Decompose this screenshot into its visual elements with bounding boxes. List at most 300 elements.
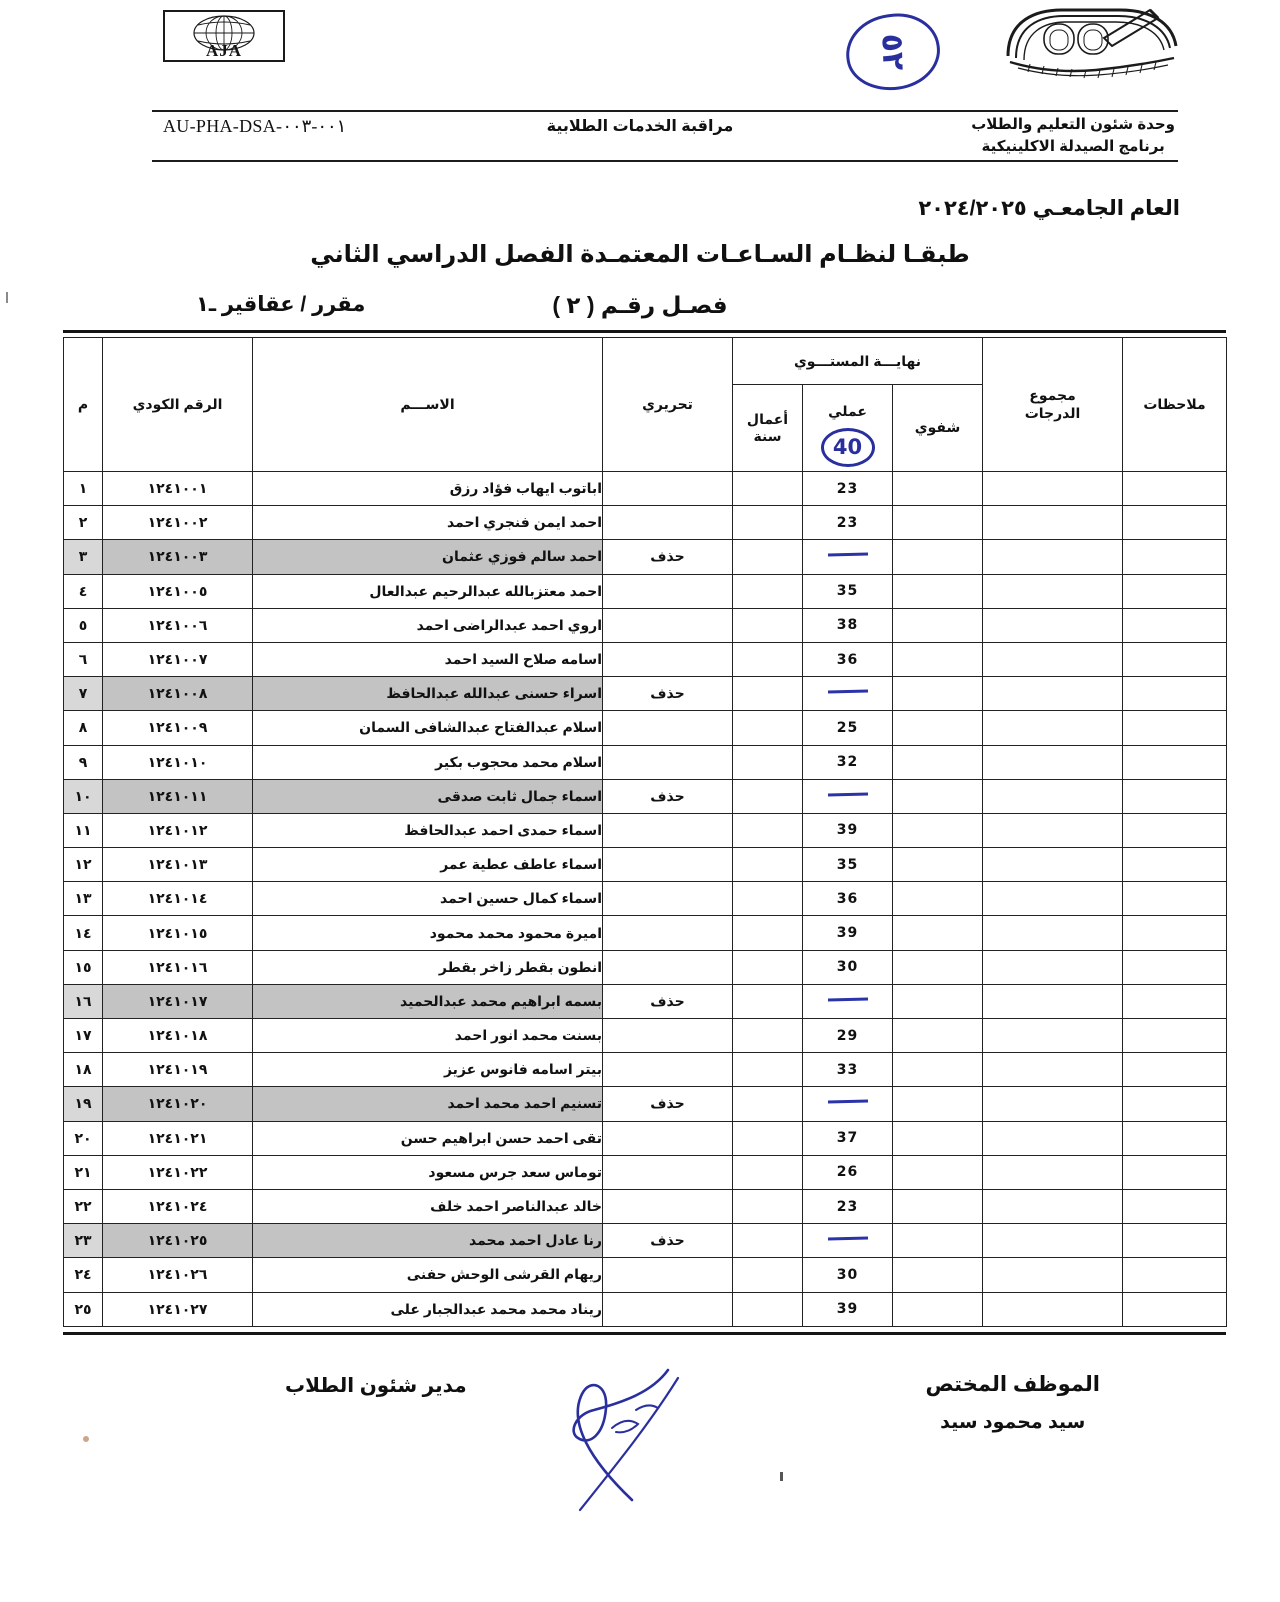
cell-notes[interactable] bbox=[1123, 984, 1227, 1018]
cell-practical[interactable]: 29 bbox=[803, 1019, 893, 1053]
cell-year-work[interactable] bbox=[733, 574, 803, 608]
cell-notes[interactable] bbox=[1123, 1224, 1227, 1258]
table-row bbox=[64, 506, 1227, 540]
table-row bbox=[64, 608, 1227, 642]
class-line bbox=[0, 292, 1280, 326]
cell-serial: ٢١ bbox=[64, 1155, 103, 1189]
cell-year-work[interactable] bbox=[733, 882, 803, 916]
aja-logo bbox=[163, 10, 285, 62]
cell-year-work[interactable] bbox=[733, 813, 803, 847]
cell-name: اسامه صلاح السيد احمد bbox=[253, 642, 603, 676]
cell-notes[interactable] bbox=[1123, 848, 1227, 882]
cell-serial: ٧ bbox=[64, 677, 103, 711]
cell-notes[interactable] bbox=[1123, 779, 1227, 813]
cell-year-work[interactable] bbox=[733, 1121, 803, 1155]
cell-name: ريهام القرشى الوحش حفنى bbox=[253, 1258, 603, 1292]
cell-name: اميرة محمود محمد محمود bbox=[253, 916, 603, 950]
cell-oral[interactable] bbox=[893, 608, 983, 642]
cell-serial: ٢٣ bbox=[64, 1224, 103, 1258]
grades-table bbox=[63, 337, 1227, 1327]
th-level-end-group: نهايـــة المستـــوي bbox=[733, 338, 983, 385]
unit-block bbox=[971, 114, 1175, 158]
officer-name: سيد محمود سيد bbox=[940, 1411, 1086, 1433]
cell-oral[interactable] bbox=[893, 1189, 983, 1223]
cell-practical[interactable]: 26 bbox=[803, 1155, 893, 1189]
cell-name: ريناد محمد محمد عبدالجبار على bbox=[253, 1292, 603, 1326]
cell-written[interactable] bbox=[603, 1121, 733, 1155]
cell-total[interactable] bbox=[983, 642, 1123, 676]
academic-year: العام الجامعـي ٢٠٢٤/٢٠٢٥ bbox=[918, 197, 1180, 220]
footer bbox=[0, 1355, 1280, 1495]
cell-serial: ٢ bbox=[64, 506, 103, 540]
cell-oral[interactable] bbox=[893, 506, 983, 540]
cell-name: توماس سعد جرس مسعود bbox=[253, 1155, 603, 1189]
cell-notes[interactable] bbox=[1123, 1087, 1227, 1121]
cell-notes[interactable] bbox=[1123, 711, 1227, 745]
cell-notes[interactable] bbox=[1123, 608, 1227, 642]
cell-practical[interactable]: 23 bbox=[803, 472, 893, 506]
cell-year-work[interactable] bbox=[733, 984, 803, 1018]
cell-code: ١٢٤١٠١٨ bbox=[103, 1019, 253, 1053]
cell-name: انطون بقطر زاخر بقطر bbox=[253, 950, 603, 984]
table-head bbox=[64, 338, 1227, 472]
cell-notes[interactable] bbox=[1123, 677, 1227, 711]
cell-written[interactable] bbox=[603, 506, 733, 540]
table-row bbox=[64, 1292, 1227, 1326]
cell-written[interactable] bbox=[603, 1292, 733, 1326]
cell-written[interactable] bbox=[603, 882, 733, 916]
cell-notes[interactable] bbox=[1123, 813, 1227, 847]
table-row bbox=[64, 950, 1227, 984]
cell-serial: ٢٢ bbox=[64, 1189, 103, 1223]
cell-serial: ١ bbox=[64, 472, 103, 506]
cell-written[interactable] bbox=[603, 916, 733, 950]
cell-year-work[interactable] bbox=[733, 472, 803, 506]
cell-name: تقى احمد حسن ابراهيم حسن bbox=[253, 1121, 603, 1155]
cell-code: ١٢٤١٠٢٢ bbox=[103, 1155, 253, 1189]
cell-code: ١٢٤١٠٠٥ bbox=[103, 574, 253, 608]
cell-total[interactable] bbox=[983, 608, 1123, 642]
cell-total[interactable] bbox=[983, 1087, 1123, 1121]
cell-total[interactable] bbox=[983, 745, 1123, 779]
cell-practical[interactable] bbox=[803, 677, 893, 711]
page-title: طبقـا لنظـام السـاعـات المعتمـدة الفصل الدراسي الثاني bbox=[310, 241, 970, 268]
cell-name: اروي احمد عبدالراضى احمد bbox=[253, 608, 603, 642]
cell-total[interactable] bbox=[983, 711, 1123, 745]
cell-total[interactable] bbox=[983, 916, 1123, 950]
cell-notes[interactable] bbox=[1123, 540, 1227, 574]
unit-line-2: برنامج الصيدلة الاكلينيكية bbox=[981, 137, 1165, 155]
cell-notes[interactable] bbox=[1123, 916, 1227, 950]
table-row bbox=[64, 984, 1227, 1018]
aja-logo-text: AJA bbox=[205, 41, 243, 60]
cell-code: ١٢٤١٠٢١ bbox=[103, 1121, 253, 1155]
cell-practical[interactable]: 30 bbox=[803, 950, 893, 984]
th-year-work bbox=[733, 385, 803, 472]
cell-serial: ٢٤ bbox=[64, 1258, 103, 1292]
cell-notes[interactable] bbox=[1123, 745, 1227, 779]
th-written: تحريري bbox=[603, 338, 733, 472]
cell-year-work[interactable] bbox=[733, 848, 803, 882]
cell-code: ١٢٤١٠١٥ bbox=[103, 916, 253, 950]
th-name: الاســـم bbox=[253, 338, 603, 472]
th-year-work-l2: سنة bbox=[753, 428, 782, 444]
cell-name: اسماء جمال ثابت صدقى bbox=[253, 779, 603, 813]
cell-serial: ١٨ bbox=[64, 1053, 103, 1087]
cell-code: ١٢٤١٠٢٠ bbox=[103, 1087, 253, 1121]
cell-practical[interactable]: 39 bbox=[803, 916, 893, 950]
table-row bbox=[64, 642, 1227, 676]
cell-written[interactable]: حذف bbox=[603, 1224, 733, 1258]
cell-written[interactable] bbox=[603, 711, 733, 745]
cell-name: احمد ايمن فنجري احمد bbox=[253, 506, 603, 540]
cell-total[interactable] bbox=[983, 813, 1123, 847]
th-serial: م bbox=[64, 338, 103, 472]
cell-notes[interactable] bbox=[1123, 642, 1227, 676]
cell-serial: ١٥ bbox=[64, 950, 103, 984]
table-row bbox=[64, 1224, 1227, 1258]
page-number-circle bbox=[841, 8, 945, 96]
cell-name: اسلام محمد محجوب بكير bbox=[253, 745, 603, 779]
cell-written[interactable] bbox=[603, 574, 733, 608]
cell-oral[interactable] bbox=[893, 813, 983, 847]
cell-serial: ٤ bbox=[64, 574, 103, 608]
cell-code: ١٢٤١٠١٤ bbox=[103, 882, 253, 916]
scan-artifact-tick bbox=[780, 1472, 783, 1481]
cell-total[interactable] bbox=[983, 1019, 1123, 1053]
th-oral: شفوي bbox=[893, 385, 983, 472]
cell-written[interactable] bbox=[603, 608, 733, 642]
cell-oral[interactable] bbox=[893, 1053, 983, 1087]
cell-year-work[interactable] bbox=[733, 711, 803, 745]
cell-code: ١٢٤١٠١٧ bbox=[103, 984, 253, 1018]
cell-total[interactable] bbox=[983, 1224, 1123, 1258]
header-rule-bottom bbox=[152, 160, 1178, 162]
cell-serial: ١٤ bbox=[64, 916, 103, 950]
cell-name: اسماء حمدى احمد عبدالحافظ bbox=[253, 813, 603, 847]
th-practical-label: عملي bbox=[828, 403, 867, 420]
cell-oral[interactable] bbox=[893, 916, 983, 950]
cell-serial: ٦ bbox=[64, 642, 103, 676]
cell-name: احمد معتزبالله عبدالرحيم عبدالعال bbox=[253, 574, 603, 608]
th-total bbox=[983, 338, 1123, 472]
cell-year-work[interactable] bbox=[733, 1258, 803, 1292]
cell-practical[interactable]: 36 bbox=[803, 642, 893, 676]
cell-notes[interactable] bbox=[1123, 1189, 1227, 1223]
cell-notes[interactable] bbox=[1123, 1292, 1227, 1326]
cell-serial: ٢٠ bbox=[64, 1121, 103, 1155]
cell-code: ١٢٤١٠٠١ bbox=[103, 472, 253, 506]
cell-practical[interactable]: 35 bbox=[803, 574, 893, 608]
cell-total[interactable] bbox=[983, 1292, 1123, 1326]
cell-oral[interactable] bbox=[893, 540, 983, 574]
cell-total[interactable] bbox=[983, 1155, 1123, 1189]
cell-practical[interactable] bbox=[803, 779, 893, 813]
cell-written[interactable]: حذف bbox=[603, 1087, 733, 1121]
cell-written[interactable] bbox=[603, 1019, 733, 1053]
cell-written[interactable] bbox=[603, 950, 733, 984]
seal-icon bbox=[1000, 6, 1180, 80]
cell-year-work[interactable] bbox=[733, 1224, 803, 1258]
handwritten-signature bbox=[520, 1350, 740, 1520]
cell-year-work[interactable] bbox=[733, 642, 803, 676]
cell-total[interactable] bbox=[983, 882, 1123, 916]
dash-mark bbox=[827, 553, 867, 557]
table-row bbox=[64, 711, 1227, 745]
cell-total[interactable] bbox=[983, 1189, 1123, 1223]
cell-written[interactable] bbox=[603, 848, 733, 882]
dash-mark bbox=[827, 1237, 867, 1241]
cell-code: ١٢٤١٠٠٣ bbox=[103, 540, 253, 574]
cell-practical[interactable]: 35 bbox=[803, 848, 893, 882]
table-row bbox=[64, 540, 1227, 574]
cell-code: ١٢٤١٠١٢ bbox=[103, 813, 253, 847]
cell-practical[interactable]: 37 bbox=[803, 1121, 893, 1155]
cell-total[interactable] bbox=[983, 984, 1123, 1018]
cell-written[interactable]: حذف bbox=[603, 779, 733, 813]
cell-code: ١٢٤١٠١٣ bbox=[103, 848, 253, 882]
cell-name: رنا عادل احمد محمد bbox=[253, 1224, 603, 1258]
cell-name: اسلام عبدالفتاح عبدالشافى السمان bbox=[253, 711, 603, 745]
cell-written[interactable]: حذف bbox=[603, 540, 733, 574]
cell-total[interactable] bbox=[983, 779, 1123, 813]
cell-practical[interactable]: 39 bbox=[803, 813, 893, 847]
cell-oral[interactable] bbox=[893, 642, 983, 676]
practical-max-circle: 40 bbox=[821, 428, 875, 467]
cell-oral[interactable] bbox=[893, 882, 983, 916]
cell-total[interactable] bbox=[983, 540, 1123, 574]
cell-total[interactable] bbox=[983, 1121, 1123, 1155]
cell-code: ١٢٤١٠٢٧ bbox=[103, 1292, 253, 1326]
cell-oral[interactable] bbox=[893, 677, 983, 711]
cell-serial: ١٩ bbox=[64, 1087, 103, 1121]
cell-year-work[interactable] bbox=[733, 1189, 803, 1223]
table-row bbox=[64, 745, 1227, 779]
table-row bbox=[64, 916, 1227, 950]
cell-written[interactable] bbox=[603, 642, 733, 676]
cell-year-work[interactable] bbox=[733, 916, 803, 950]
table-row bbox=[64, 1258, 1227, 1292]
cell-written[interactable]: حذف bbox=[603, 984, 733, 1018]
cell-year-work[interactable] bbox=[733, 677, 803, 711]
cell-written[interactable] bbox=[603, 813, 733, 847]
cell-practical[interactable]: 23 bbox=[803, 506, 893, 540]
cell-written[interactable] bbox=[603, 1053, 733, 1087]
cell-notes[interactable] bbox=[1123, 882, 1227, 916]
dash-mark bbox=[827, 690, 867, 694]
cell-notes[interactable] bbox=[1123, 1258, 1227, 1292]
cell-serial: ٥ bbox=[64, 608, 103, 642]
th-total-l2: الدرجات bbox=[1024, 404, 1081, 421]
cell-total[interactable] bbox=[983, 677, 1123, 711]
university-seal bbox=[1000, 6, 1180, 80]
cell-practical[interactable]: 38 bbox=[803, 608, 893, 642]
cell-notes[interactable] bbox=[1123, 506, 1227, 540]
cell-year-work[interactable] bbox=[733, 506, 803, 540]
cell-serial: ١٦ bbox=[64, 984, 103, 1018]
cell-serial: ٨ bbox=[64, 711, 103, 745]
cell-year-work[interactable] bbox=[733, 779, 803, 813]
officer-title: الموظف المختص bbox=[925, 1373, 1100, 1396]
cell-oral[interactable] bbox=[893, 1155, 983, 1189]
table-row bbox=[64, 1019, 1227, 1053]
cell-code: ١٢٤١٠٢٦ bbox=[103, 1258, 253, 1292]
cell-year-work[interactable] bbox=[733, 1292, 803, 1326]
table-row bbox=[64, 1087, 1227, 1121]
scan-artifact-dot bbox=[83, 1436, 89, 1442]
cell-year-work[interactable] bbox=[733, 608, 803, 642]
cell-code: ١٢٤١٠٢٥ bbox=[103, 1224, 253, 1258]
grades-table-wrapper bbox=[63, 330, 1226, 1335]
cell-code: ١٢٤١٠٠٨ bbox=[103, 677, 253, 711]
unit-line-1: وحدة شئون التعليم والطلاب bbox=[971, 116, 1175, 133]
director-title: مدير شئون الطلاب bbox=[285, 1375, 467, 1397]
cell-oral[interactable] bbox=[893, 1121, 983, 1155]
cell-practical[interactable]: 32 bbox=[803, 745, 893, 779]
cell-oral[interactable] bbox=[893, 745, 983, 779]
cell-serial: ٣ bbox=[64, 540, 103, 574]
th-total-l1: مجموع bbox=[1029, 387, 1076, 403]
cell-notes[interactable] bbox=[1123, 574, 1227, 608]
cell-practical[interactable]: 30 bbox=[803, 1258, 893, 1292]
cell-code: ١٢٤١٠٠٦ bbox=[103, 608, 253, 642]
cell-oral[interactable] bbox=[893, 984, 983, 1018]
cell-written[interactable] bbox=[603, 1155, 733, 1189]
cell-code: ١٢٤١٠٢٤ bbox=[103, 1189, 253, 1223]
cell-serial: ١٢ bbox=[64, 848, 103, 882]
cell-oral[interactable] bbox=[893, 574, 983, 608]
cell-serial: ٢٥ bbox=[64, 1292, 103, 1326]
cell-code: ١٢٤١٠٠٧ bbox=[103, 642, 253, 676]
dash-mark bbox=[827, 997, 867, 1001]
cell-name: خالد عبدالناصر احمد خلف bbox=[253, 1189, 603, 1223]
cell-name: احمد سالم فوزي عثمان bbox=[253, 540, 603, 574]
cell-practical[interactable]: 36 bbox=[803, 882, 893, 916]
cell-total[interactable] bbox=[983, 848, 1123, 882]
cell-oral[interactable] bbox=[893, 1087, 983, 1121]
header-rule-top bbox=[152, 110, 1178, 112]
cell-total[interactable] bbox=[983, 1053, 1123, 1087]
course-name: مقرر / عقاقير ـ١ bbox=[196, 293, 366, 316]
cell-code: ١٢٤١٠٠٩ bbox=[103, 711, 253, 745]
cell-practical[interactable]: 23 bbox=[803, 1189, 893, 1223]
cell-practical[interactable] bbox=[803, 1087, 893, 1121]
table-header-row-1 bbox=[64, 338, 1227, 385]
table-row bbox=[64, 1121, 1227, 1155]
cell-year-work[interactable] bbox=[733, 950, 803, 984]
cell-code: ١٢٤١٠١٦ bbox=[103, 950, 253, 984]
cell-oral[interactable] bbox=[893, 1258, 983, 1292]
cell-practical[interactable] bbox=[803, 984, 893, 1018]
table-row bbox=[64, 813, 1227, 847]
cell-total[interactable] bbox=[983, 472, 1123, 506]
cell-serial: ١٣ bbox=[64, 882, 103, 916]
cell-name: اسراء حسنى عبدالله عبدالحافظ bbox=[253, 677, 603, 711]
cell-total[interactable] bbox=[983, 950, 1123, 984]
scan-edge-mark bbox=[6, 292, 8, 303]
cell-year-work[interactable] bbox=[733, 1053, 803, 1087]
dash-mark bbox=[827, 1100, 867, 1104]
cell-written[interactable]: حذف bbox=[603, 677, 733, 711]
table-row bbox=[64, 848, 1227, 882]
cell-total[interactable] bbox=[983, 506, 1123, 540]
cell-notes[interactable] bbox=[1123, 950, 1227, 984]
th-notes: ملاحظات bbox=[1123, 338, 1227, 472]
cell-year-work[interactable] bbox=[733, 745, 803, 779]
cell-serial: ٩ bbox=[64, 745, 103, 779]
cell-name: بسنت محمد انور احمد bbox=[253, 1019, 603, 1053]
cell-oral[interactable] bbox=[893, 950, 983, 984]
table-row bbox=[64, 1189, 1227, 1223]
cell-notes[interactable] bbox=[1123, 1053, 1227, 1087]
table-row bbox=[64, 1053, 1227, 1087]
cell-name: اسماء كمال حسين احمد bbox=[253, 882, 603, 916]
cell-serial: ١٠ bbox=[64, 779, 103, 813]
cell-written[interactable] bbox=[603, 1189, 733, 1223]
cell-year-work[interactable] bbox=[733, 1155, 803, 1189]
cell-oral[interactable] bbox=[893, 711, 983, 745]
page-number-value: ٥٢ bbox=[874, 33, 912, 71]
cell-practical[interactable]: 25 bbox=[803, 711, 893, 745]
table-body bbox=[64, 472, 1227, 1327]
cell-serial: ١٧ bbox=[64, 1019, 103, 1053]
document-code: AU-PHA-DSA-٠٠١-٠٠٣ bbox=[163, 116, 347, 136]
cell-name: اباتوب ايهاب فؤاد رزق bbox=[253, 472, 603, 506]
cell-oral[interactable] bbox=[893, 472, 983, 506]
table-row bbox=[64, 1155, 1227, 1189]
cell-written[interactable] bbox=[603, 745, 733, 779]
table-row bbox=[64, 574, 1227, 608]
cell-oral[interactable] bbox=[893, 848, 983, 882]
cell-total[interactable] bbox=[983, 574, 1123, 608]
cell-practical[interactable] bbox=[803, 540, 893, 574]
cell-code: ١٢٤١٠٠٢ bbox=[103, 506, 253, 540]
cell-written[interactable] bbox=[603, 472, 733, 506]
th-code: الرقم الكودي bbox=[103, 338, 253, 472]
cell-oral[interactable] bbox=[893, 779, 983, 813]
cell-code: ١٢٤١٠١٩ bbox=[103, 1053, 253, 1087]
class-number: فصـل رقـم ( ٢ ) bbox=[552, 292, 728, 318]
cell-oral[interactable] bbox=[893, 1292, 983, 1326]
cell-name: بسمه ابراهيم محمد عبدالحميد bbox=[253, 984, 603, 1018]
cell-notes[interactable] bbox=[1123, 1121, 1227, 1155]
cell-name: اسماء عاطف عطية عمر bbox=[253, 848, 603, 882]
cell-year-work[interactable] bbox=[733, 540, 803, 574]
cell-oral[interactable] bbox=[893, 1019, 983, 1053]
cell-total[interactable] bbox=[983, 1258, 1123, 1292]
cell-serial: ١١ bbox=[64, 813, 103, 847]
cell-name: بيتر اسامه فانوس عزيز bbox=[253, 1053, 603, 1087]
cell-year-work[interactable] bbox=[733, 1019, 803, 1053]
cell-written[interactable] bbox=[603, 1258, 733, 1292]
table-row bbox=[64, 677, 1227, 711]
services-control-label: مراقبة الخدمات الطلابية bbox=[546, 118, 734, 135]
cell-notes[interactable] bbox=[1123, 472, 1227, 506]
cell-oral[interactable] bbox=[893, 1224, 983, 1258]
cell-code: ١٢٤١٠١١ bbox=[103, 779, 253, 813]
dash-mark bbox=[827, 792, 867, 796]
table-row bbox=[64, 779, 1227, 813]
cell-code: ١٢٤١٠١٠ bbox=[103, 745, 253, 779]
cell-year-work[interactable] bbox=[733, 1087, 803, 1121]
th-practical bbox=[803, 385, 893, 472]
cell-practical[interactable]: 39 bbox=[803, 1292, 893, 1326]
cell-notes[interactable] bbox=[1123, 1155, 1227, 1189]
cell-practical[interactable] bbox=[803, 1224, 893, 1258]
table-row bbox=[64, 882, 1227, 916]
cell-practical[interactable]: 33 bbox=[803, 1053, 893, 1087]
cell-notes[interactable] bbox=[1123, 1019, 1227, 1053]
